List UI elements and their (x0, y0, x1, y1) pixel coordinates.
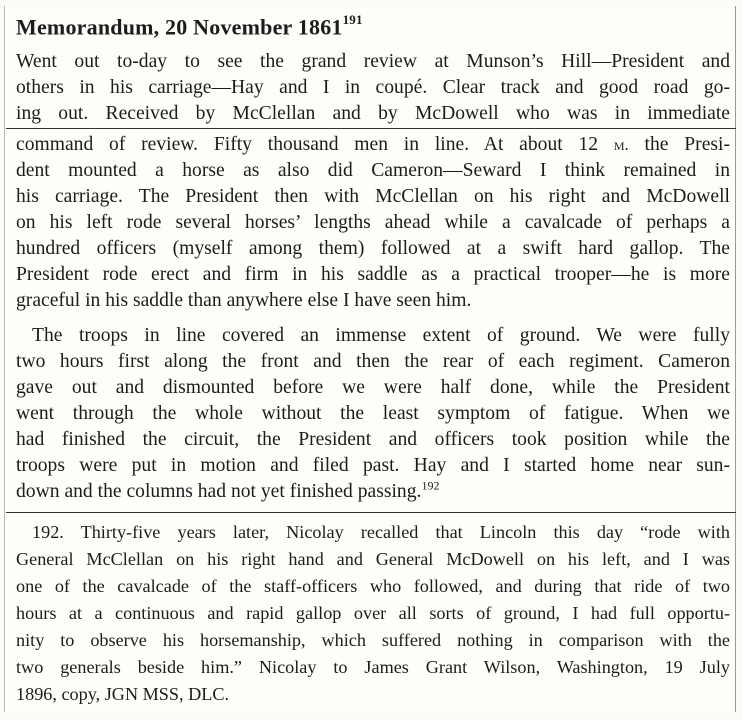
memo-line: had finished the circuit, the President and officers took position while the (16, 429, 730, 450)
memorandum-title (16, 14, 363, 40)
memo-line-text: command of review. Fifty thousand men in line. At about 12 (16, 134, 614, 155)
footnote-line: 192. Thirty-five years later, Nicolay recalled that Lincoln this day “rode with (32, 522, 730, 542)
memo-line: troops were put in motion and filed past. Hay and I started home near sun- (16, 455, 730, 476)
memo-line: his carriage. The President then with McClellan on his right and McDowell (16, 186, 730, 207)
footnote-ref: 192 (421, 478, 440, 493)
memo-line: others in his carriage—Hay and I in coupé. Clear track and good road go- (16, 77, 730, 98)
memo-line: Went out to-day to see the grand review at Munson’s Hill—President and (16, 51, 730, 72)
memo-line (16, 132, 730, 158)
memo-line: dent mounted a horse as also did Cameron—Seward I think remained in (16, 160, 730, 181)
title-text: Memorandum, 20 November 1861 (16, 14, 343, 40)
memo-line: gave out and dismounted before we were half done, while the President (16, 377, 730, 398)
memo-line: went through the whole without the least symptom of fatigue. When we (16, 403, 730, 424)
footnote-line: one of the cavalcade of the staff-officers who followed, and during that ride of two (16, 576, 730, 596)
memo-line (16, 479, 730, 505)
memo-line-text: down and the columns had not yet finished passing. (16, 481, 422, 502)
memo-line: two hours first along the front and then the rear of each regiment. Cameron (16, 351, 730, 372)
footnote-line: General McClellan on his right hand and General McDowell on his left, and I was (16, 549, 730, 569)
clipping-divider (6, 128, 736, 129)
memo-line: The troops in line covered an immense extent of ground. We were fully (32, 325, 730, 346)
memo-line: graceful in his saddle than anywhere else I have seen him. (16, 290, 472, 311)
footnote-line: two generals beside him.” Nicolay to James Grant Wilson, Washington, 19 July (16, 657, 730, 677)
memo-line: ing out. Received by McClellan and by McDowell who was in immediate (16, 103, 730, 124)
meridiem-abbrev: m. (613, 135, 629, 154)
footnote-line: nity to observe his horsemanship, which suffered nothing in comparison with the (16, 630, 730, 650)
title-note-ref: 191 (342, 12, 363, 27)
memo-line: hundred officers (myself among them) followed at a swift hard gallop. The (16, 238, 730, 259)
memo-line: President rode erect and firm in his saddle as a practical trooper—he is more (16, 264, 730, 285)
memo-line-tail: the Presi- (628, 134, 730, 155)
memo-line: on his left rode several horses’ lengths ahead while a cavalcade of perhaps a (16, 212, 730, 233)
footnote-line: 1896, copy, JGN MSS, DLC. (16, 684, 230, 704)
footnote-line: hours at a continuous and rapid gallop over all sorts of ground, I had full opportu- (16, 603, 730, 623)
footnote-divider (6, 512, 736, 513)
